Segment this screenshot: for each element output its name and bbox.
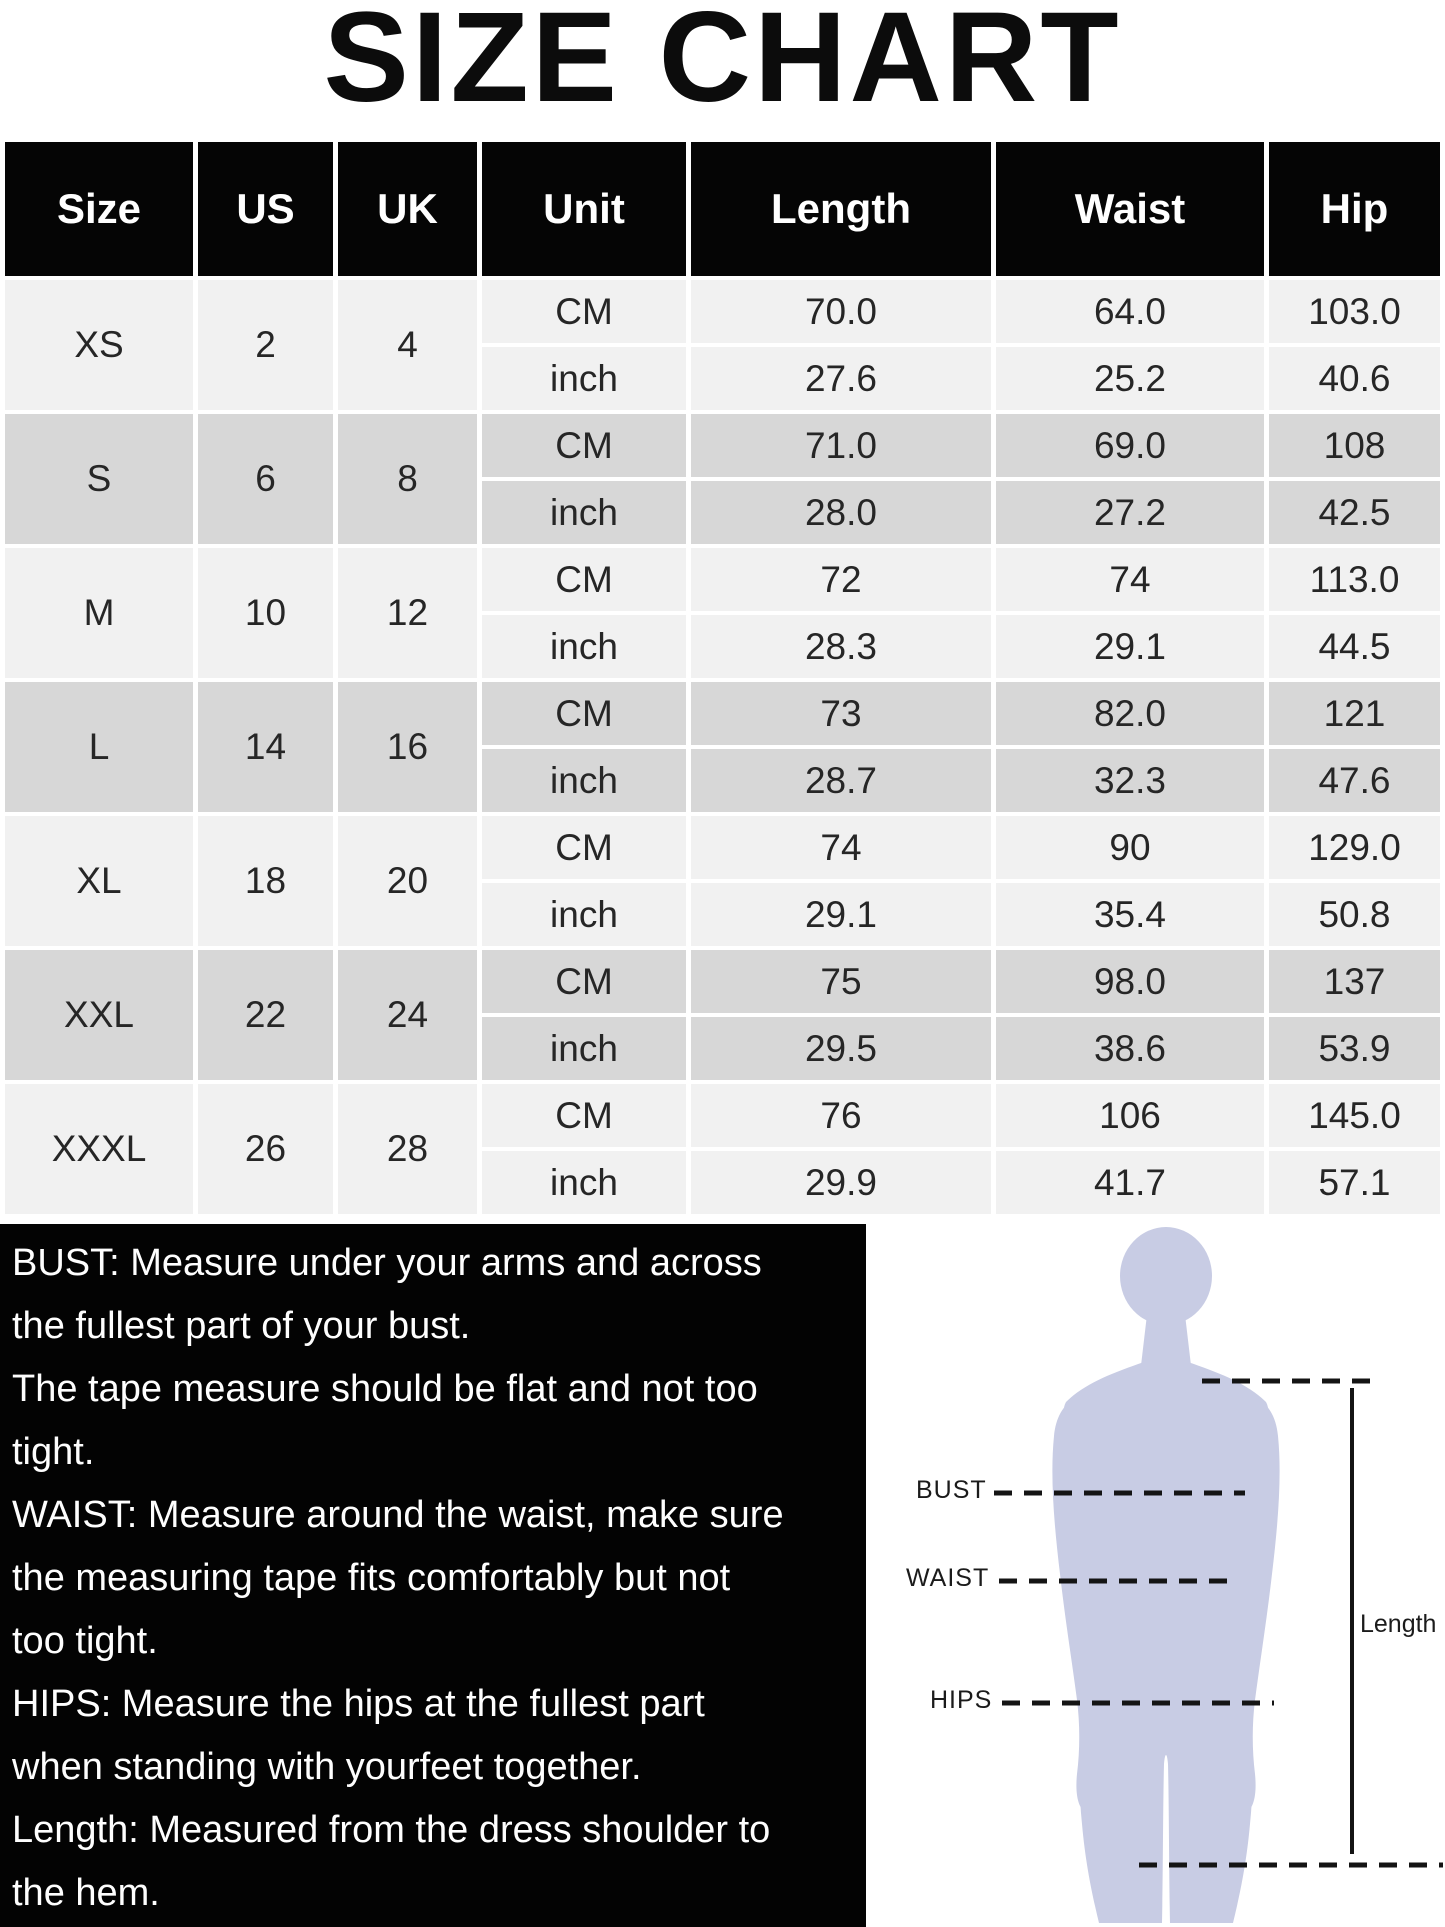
unit-cell: CM (482, 682, 686, 745)
waist-cell: 69.0 (996, 414, 1264, 477)
header-size: Size (5, 142, 193, 276)
uk-cell: 20 (338, 816, 477, 946)
length-cell: 28.0 (691, 481, 991, 544)
hip-cell: 44.5 (1269, 615, 1440, 678)
hips-label: HIPS (930, 1686, 993, 1714)
us-cell: 6 (198, 414, 333, 544)
us-cell: 22 (198, 950, 333, 1080)
us-cell: 10 (198, 548, 333, 678)
hip-cell: 108 (1269, 414, 1440, 477)
instruction-line: the hem. (12, 1872, 160, 1914)
hip-cell: 121 (1269, 682, 1440, 745)
waist-cell: 90 (996, 816, 1264, 879)
us-cell: 14 (198, 682, 333, 812)
unit-cell: CM (482, 1084, 686, 1147)
header-waist: Waist (996, 142, 1264, 276)
uk-cell: 16 (338, 682, 477, 812)
length-cell: 70.0 (691, 280, 991, 343)
uk-cell: 4 (338, 280, 477, 410)
instruction-line: too tight. (12, 1620, 158, 1662)
size-cell: XXL (5, 950, 193, 1080)
unit-cell: inch (482, 749, 686, 812)
hip-cell: 40.6 (1269, 347, 1440, 410)
length-cell: 29.5 (691, 1017, 991, 1080)
table-header-row (5, 142, 1440, 276)
length-cell: 74 (691, 816, 991, 879)
header-hip: Hip (1269, 142, 1440, 276)
waist-cell: 25.2 (996, 347, 1264, 410)
header-uk: UK (338, 142, 477, 276)
unit-cell: inch (482, 481, 686, 544)
size-cell: S (5, 414, 193, 544)
table-row (5, 548, 1440, 611)
waist-cell: 38.6 (996, 1017, 1264, 1080)
table-row (5, 414, 1440, 477)
hip-cell: 47.6 (1269, 749, 1440, 812)
us-cell: 2 (198, 280, 333, 410)
size-cell: XS (5, 280, 193, 410)
hip-cell: 57.1 (1269, 1151, 1440, 1214)
instruction-line: BUST: Measure under your arms and across (12, 1242, 762, 1284)
waist-cell: 29.1 (996, 615, 1264, 678)
unit-cell: CM (482, 414, 686, 477)
instruction-line: the fullest part of your bust. (12, 1305, 471, 1347)
unit-cell: inch (482, 615, 686, 678)
length-cell: 71.0 (691, 414, 991, 477)
length-label: Length (1360, 1610, 1437, 1638)
table-row (5, 950, 1440, 1013)
length-cell: 72 (691, 548, 991, 611)
size-cell: XL (5, 816, 193, 946)
instruction-line: WAIST: Measure around the waist, make sure (12, 1494, 784, 1536)
instruction-line: Length: Measured from the dress shoulder to (12, 1809, 771, 1851)
table-row (5, 280, 1440, 343)
instruction-line: tight. (12, 1431, 95, 1473)
unit-cell: CM (482, 280, 686, 343)
bottom-section (0, 1224, 1445, 1927)
hip-cell: 145.0 (1269, 1084, 1440, 1147)
hip-cell: 53.9 (1269, 1017, 1440, 1080)
length-cell: 29.1 (691, 883, 991, 946)
length-cell: 76 (691, 1084, 991, 1147)
unit-cell: inch (482, 883, 686, 946)
hip-cell: 50.8 (1269, 883, 1440, 946)
length-cell: 75 (691, 950, 991, 1013)
hip-cell: 103.0 (1269, 280, 1440, 343)
bust-label: BUST (916, 1476, 987, 1504)
uk-cell: 8 (338, 414, 477, 544)
size-cell: XXXL (5, 1084, 193, 1214)
size-cell: M (5, 548, 193, 678)
waist-cell: 98.0 (996, 950, 1264, 1013)
measurement-diagram (866, 1224, 1445, 1927)
table-row (5, 816, 1440, 879)
uk-cell: 12 (338, 548, 477, 678)
uk-cell: 28 (338, 1084, 477, 1214)
unit-cell: inch (482, 1151, 686, 1214)
unit-cell: CM (482, 548, 686, 611)
length-cell: 29.9 (691, 1151, 991, 1214)
us-cell: 18 (198, 816, 333, 946)
table-row (5, 1084, 1440, 1147)
instruction-line: The tape measure should be flat and not too (12, 1368, 758, 1410)
hip-cell: 113.0 (1269, 548, 1440, 611)
waist-label: WAIST (906, 1564, 990, 1592)
instruction-line: when standing with yourfeet together. (12, 1746, 642, 1788)
size-table (0, 138, 1445, 1218)
unit-cell: CM (482, 950, 686, 1013)
us-cell: 26 (198, 1084, 333, 1214)
instruction-line: the measuring tape fits comfortably but not (12, 1557, 731, 1599)
hip-cell: 42.5 (1269, 481, 1440, 544)
table-row (5, 682, 1440, 745)
header-unit: Unit (482, 142, 686, 276)
unit-cell: inch (482, 1017, 686, 1080)
hip-cell: 129.0 (1269, 816, 1440, 879)
hip-cell: 137 (1269, 950, 1440, 1013)
uk-cell: 24 (338, 950, 477, 1080)
waist-cell: 41.7 (996, 1151, 1264, 1214)
length-cell: 27.6 (691, 347, 991, 410)
waist-cell: 32.3 (996, 749, 1264, 812)
header-us: US (198, 142, 333, 276)
waist-cell: 27.2 (996, 481, 1264, 544)
measurement-instructions (0, 1224, 866, 1927)
header-length: Length (691, 142, 991, 276)
waist-cell: 64.0 (996, 280, 1264, 343)
waist-cell: 106 (996, 1084, 1264, 1147)
unit-cell: CM (482, 816, 686, 879)
size-cell: L (5, 682, 193, 812)
unit-cell: inch (482, 347, 686, 410)
page-title: SIZE CHART (323, 0, 1122, 129)
instruction-line: HIPS: Measure the hips at the fullest part (12, 1683, 705, 1725)
waist-cell: 35.4 (996, 883, 1264, 946)
waist-cell: 74 (996, 548, 1264, 611)
waist-cell: 82.0 (996, 682, 1264, 745)
length-cell: 28.3 (691, 615, 991, 678)
length-cell: 73 (691, 682, 991, 745)
length-cell: 28.7 (691, 749, 991, 812)
